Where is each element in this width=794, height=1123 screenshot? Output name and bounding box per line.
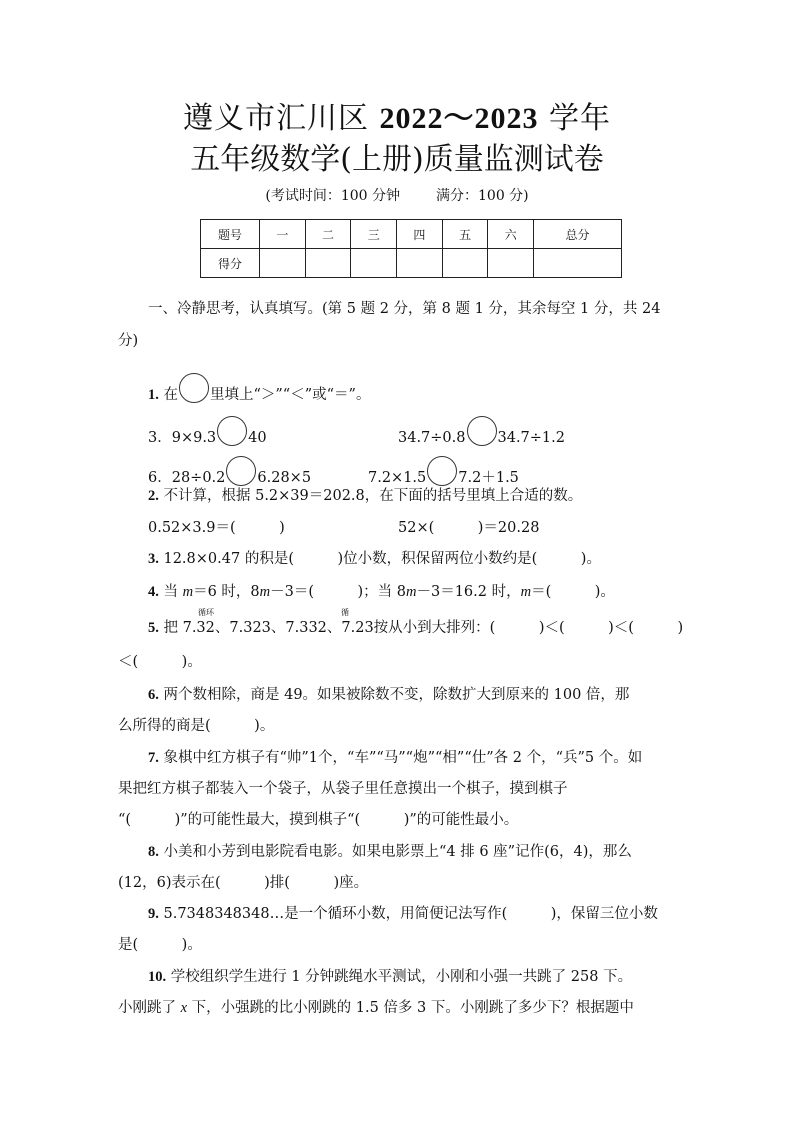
compare-circle[interactable] — [226, 456, 256, 486]
section1-heading: 一、冷静思考，认真填写。(第 5 题 2 分，第 8 题 1 分，其余每空 1 分，共 24 — [148, 301, 661, 317]
question-8-cont: (12，6)表示在( )排( )座。 — [118, 875, 369, 891]
question-6-cont: 么所得的商是( )。 — [118, 718, 275, 734]
table-cell: 六 — [488, 220, 534, 249]
score-table-score-row — [201, 249, 622, 278]
compare-circle[interactable] — [217, 416, 247, 446]
table-cell: 一 — [260, 220, 306, 249]
table-cell-empty[interactable] — [488, 249, 534, 278]
table-cell: 二 — [305, 220, 351, 249]
compare-circle[interactable] — [467, 416, 497, 446]
table-cell-empty[interactable] — [351, 249, 397, 278]
repeating-decimal-mark: 循 — [341, 608, 349, 617]
exam-time: (考试时间：100 分钟 — [265, 188, 400, 204]
question-9: 9. 5.7348348348…是一个循环小数，用简便记法写作( )，保留三位小数 — [148, 906, 658, 922]
table-cell-empty[interactable] — [534, 249, 622, 278]
question-6: 6. 两个数相除，商是 49。如果被除数不变，除数扩大到原来的 100 倍，那 — [148, 687, 630, 703]
compare-circle[interactable] — [179, 373, 209, 403]
exam-info — [0, 186, 794, 206]
question-7-cont2: “( )”的可能性最大，摸到棋子“( )”的可能性最小。 — [118, 812, 519, 828]
q1-item-a: 3．9×9.3 40 — [148, 416, 267, 448]
question-1: 1. 在 里填上“＞”“＜”或“＝”。 — [148, 373, 370, 405]
q1-item-b: 34.7÷0.8 34.7÷1.2 — [398, 416, 565, 448]
question-9-cont: 是( )。 — [118, 937, 202, 953]
table-cell: 五 — [442, 220, 488, 249]
table-cell-empty[interactable] — [397, 249, 443, 278]
q2-item-a: 0.52×3.9＝( ) — [148, 520, 285, 536]
table-cell-empty[interactable] — [305, 249, 351, 278]
table-cell: 四 — [397, 220, 443, 249]
score-table — [200, 219, 622, 278]
score-table-header-row — [201, 220, 622, 249]
q1-item-d: 7.2×1.5 7.2＋1.5 — [368, 456, 519, 488]
full-score: 满分：100 分) — [436, 188, 529, 204]
exam-title-line2: 五年级数学(上册)质量监测试卷 — [190, 142, 604, 177]
table-cell-empty[interactable] — [442, 249, 488, 278]
table-cell-empty[interactable] — [260, 249, 306, 278]
table-cell: 得分 — [201, 249, 260, 278]
question-7: 7. 象棋中红方棋子有“帅”1个，“车”“马”“炮”“相”“仕”各 2 个，“兵”5 个。如 — [148, 750, 643, 766]
question-10-cont: 小刚跳了 x 下，小强跳的比小刚跳的 1.5 倍多 3 下。小刚跳了多少下？根据题中 — [118, 1000, 634, 1016]
question-5-cont: ＜( )。 — [118, 654, 202, 670]
question-2: 2. 不计算，根据 5.2×39＝202.8，在下面的括号里填上合适的数。 — [148, 488, 583, 504]
table-cell: 总分 — [534, 220, 622, 249]
question-10: 10. 学校组织学生进行 1 分钟跳绳水平测试，小刚和小强一共跳了 258 下。 — [148, 969, 633, 985]
question-8: 8. 小美和小芳到电影院看电影。如果电影票上“4 排 6 座”记作(6，4)，那么 — [148, 844, 632, 860]
table-cell: 题号 — [201, 220, 260, 249]
repeating-decimal-mark: 循环 — [198, 608, 214, 617]
exam-title-line1: 遵义市汇川区 2022～2023 学年 — [182, 101, 612, 136]
question-7-cont1: 果把红方棋子都装入一个袋子，从袋子里任意摸出一个棋子，摸到棋子 — [118, 781, 568, 797]
question-3: 3. 12.8×0.47 的积是( )位小数，积保留两位小数约是( )。 — [148, 551, 601, 567]
question-5: 5. 把 7.32、7.323、7.332、7.23按从小到大排列：( )＜( )＜( ) — [148, 620, 684, 636]
q1-item-c: 6．28÷0.2 6.28×5 — [148, 456, 311, 488]
table-cell: 三 — [351, 220, 397, 249]
question-4: 4. 当 m＝6 时，8m－3＝( )；当 8m－3＝16.2 时，m＝( )。 — [148, 584, 615, 600]
compare-circle[interactable] — [427, 456, 457, 486]
q2-item-b: 52×( )＝20.28 — [398, 520, 540, 536]
section1-heading-cont: 分) — [118, 333, 139, 349]
